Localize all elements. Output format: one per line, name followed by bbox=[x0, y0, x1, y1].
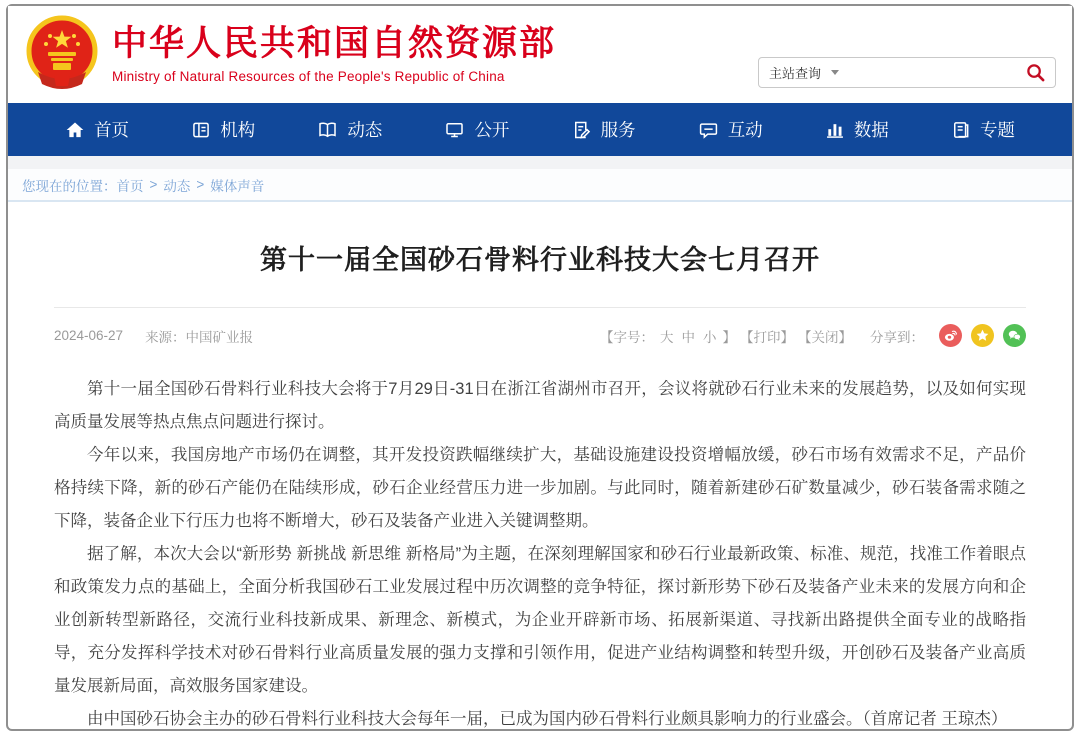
breadcrumb-separator: > bbox=[196, 177, 205, 192]
nav-item-topics[interactable] bbox=[951, 117, 1015, 142]
print-button[interactable]: 【打印】 bbox=[740, 329, 794, 345]
breadcrumb-link-news[interactable]: 动态 bbox=[163, 178, 191, 194]
share-label: 分享到： bbox=[870, 329, 924, 345]
article-paragraph: 据了解，本次大会以“新形势 新挑战 新思维 新格局”为主题，在深刻理解国家和砂石行业最新政策、标准、规范，找准工作着眼点和政策发力点的基础上，全面分析我国砂石工业发展过程中历次调整的竞争特征，探讨新形势下砂石及装备产业未来的发展方向和企业创新转型新路径，交流行业科技新成果、新理念、新模式，为企业开辟新市场、拓展新渠道、寻找新出路提供全面专业的战略指导，充分发挥科学技术对砂石骨料行业高质量发展的强力支撑和引领作用，促进产业结构调整和转型升级，开创砂石及装备产业高质量发展新局面，高效服务国家建设。 bbox=[54, 545, 1026, 695]
article-source: 来源：中国矿业报 bbox=[145, 329, 254, 345]
fontsize-medium-button[interactable]: 中 bbox=[681, 329, 695, 345]
wechat-icon[interactable] bbox=[1003, 324, 1026, 347]
nav-item-service[interactable] bbox=[572, 117, 636, 142]
search-box[interactable] bbox=[758, 57, 1056, 88]
organization-icon bbox=[191, 120, 211, 140]
breadcrumb-separator: > bbox=[149, 177, 158, 192]
weibo-icon[interactable] bbox=[939, 324, 962, 347]
article bbox=[8, 238, 1072, 736]
nav-bottom-strip bbox=[8, 156, 1072, 169]
breadcrumb-link-media[interactable]: 媒体声音 bbox=[210, 178, 265, 194]
article-meta-left bbox=[54, 326, 253, 346]
topics-book-icon bbox=[951, 120, 971, 140]
site-header bbox=[8, 6, 1072, 103]
article-title: 第十一届全国砂石骨料行业科技大会七月召开 bbox=[260, 245, 820, 275]
search-scope-selector[interactable]: 主站查询 bbox=[769, 66, 822, 81]
nav-item-data[interactable] bbox=[825, 117, 889, 142]
article-toolbar bbox=[600, 324, 1026, 347]
fontsize-large-button[interactable]: 大 bbox=[660, 329, 674, 345]
fontsize-small-button[interactable]: 小 bbox=[703, 329, 717, 345]
breadcrumb bbox=[8, 169, 1072, 202]
data-chart-icon bbox=[825, 120, 845, 140]
qzone-star-icon[interactable] bbox=[971, 324, 994, 347]
nav-item-home[interactable] bbox=[65, 117, 129, 142]
nav-label: 公开 bbox=[474, 120, 510, 140]
nav-label: 机构 bbox=[220, 120, 256, 140]
site-subtitle: Ministry of Natural Resources of the People's Republic of China bbox=[112, 69, 505, 85]
article-paragraph: 由中国砂石协会主办的砂石骨料行业科技大会每年一届，已成为国内砂石骨料行业颇具影响力的行业盛会。（首席记者 王琼杰） bbox=[87, 710, 1008, 728]
national-emblem-icon bbox=[24, 14, 100, 96]
interaction-bubble-icon bbox=[698, 120, 719, 140]
breadcrumb-link-home[interactable]: 首页 bbox=[116, 178, 144, 194]
nav-label: 首页 bbox=[94, 120, 130, 140]
magnifier-icon[interactable] bbox=[1026, 63, 1045, 82]
breadcrumb-prefix: 您现在的位置： bbox=[22, 178, 117, 194]
article-body bbox=[54, 373, 1026, 736]
disclosure-monitor-icon bbox=[444, 120, 465, 140]
site-title: 中华人民共和国自然资源部 bbox=[112, 23, 557, 63]
fontsize-label: 【字号： bbox=[600, 329, 654, 345]
home-icon bbox=[65, 120, 85, 140]
nav-item-disclosure[interactable] bbox=[444, 117, 509, 142]
news-book-icon bbox=[317, 120, 338, 140]
article-meta-row bbox=[54, 324, 1026, 347]
nav-label: 数据 bbox=[853, 120, 889, 140]
nav-item-org[interactable] bbox=[191, 117, 255, 142]
site-branding bbox=[112, 25, 556, 85]
page-frame bbox=[6, 4, 1074, 731]
fontsize-label-close: 】 bbox=[722, 329, 736, 345]
nav-label: 专题 bbox=[979, 120, 1015, 140]
nav-label: 服务 bbox=[600, 120, 636, 140]
title-divider bbox=[54, 307, 1026, 308]
main-nav bbox=[8, 103, 1072, 156]
nav-item-interaction[interactable] bbox=[698, 117, 763, 142]
nav-item-news[interactable] bbox=[317, 117, 382, 142]
article-paragraph: 今年以来，我国房地产市场仍在调整，其开发投资跌幅继续扩大，基础设施建设投资增幅放缓，砂石市场有效需求不足，产品价格持续下降，新的砂石产能仍在陆续形成，砂石企业经营压力进一步加剧。与此同时，随着新建砂石矿数量减少，砂石装备需求随之下降，装备企业下行压力也将不断增大，砂石及装备产业进入关键调整期。 bbox=[54, 446, 1026, 530]
article-paragraph: 第十一届全国砂石骨料行业科技大会将于7月29日-31日在浙江省湖州市召开，会议将就砂石行业未来的发展趋势，以及如何实现高质量发展等热点焦点问题进行探讨。 bbox=[54, 380, 1026, 431]
close-button[interactable]: 【关闭】 bbox=[798, 329, 852, 345]
article-date: 2024-06-27 bbox=[54, 328, 124, 343]
chevron-down-icon[interactable] bbox=[831, 70, 839, 75]
nav-label: 互动 bbox=[727, 120, 763, 140]
service-document-icon bbox=[572, 120, 592, 140]
nav-label: 动态 bbox=[347, 120, 383, 140]
